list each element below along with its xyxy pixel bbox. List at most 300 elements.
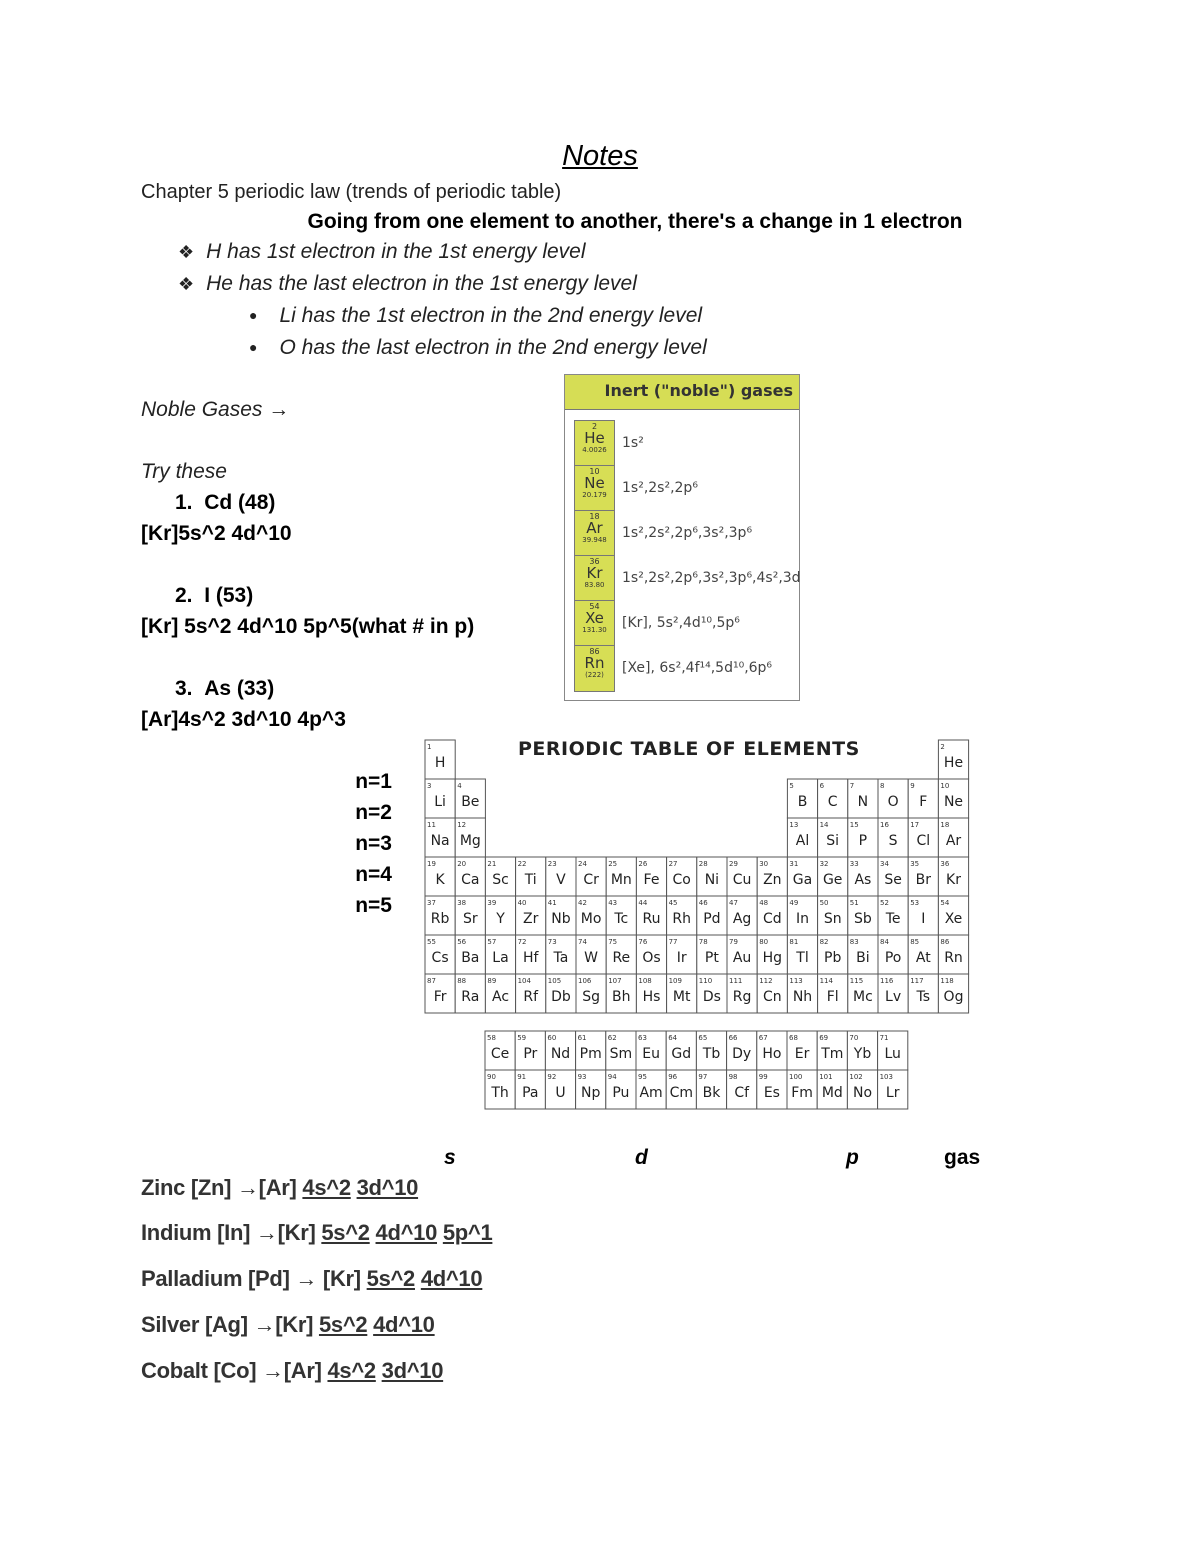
element-number: 1 <box>427 743 432 751</box>
element-cell <box>425 779 455 818</box>
element-symbol: Sc <box>492 872 509 888</box>
element-number: 88 <box>457 977 467 985</box>
periodic-table-image <box>398 704 998 1128</box>
element-number: 2 <box>591 422 598 431</box>
element-cell <box>878 857 908 896</box>
element-number: 62 <box>607 1034 617 1042</box>
element-number: 28 <box>698 860 708 868</box>
energy-level: n=3 <box>355 832 392 855</box>
element-symbol: Cf <box>734 1085 750 1101</box>
config-prefix: Zinc [Zn] →[Ar] <box>141 1175 303 1200</box>
element-symbol: Cd <box>762 911 782 927</box>
element-symbol: Cr <box>583 872 599 888</box>
element-number: 16 <box>880 821 889 829</box>
element-symbol: U <box>555 1085 566 1101</box>
element-symbol: Og <box>943 989 964 1005</box>
element-symbol: Tb <box>702 1046 721 1062</box>
element-cell <box>545 1031 575 1070</box>
element-symbol: Fm <box>791 1085 813 1101</box>
element-symbol: Y <box>496 911 505 927</box>
element-symbol: Kr <box>946 872 961 888</box>
element-cell <box>606 896 636 935</box>
element-cell <box>546 857 576 896</box>
element-cell <box>817 1031 847 1070</box>
block-label-d: d <box>635 1146 648 1169</box>
element-symbol: Na <box>430 833 450 849</box>
element-symbol: Bi <box>856 950 870 966</box>
config-prefix: Cobalt [Co] →[Ar] <box>141 1358 328 1383</box>
element-number: 78 <box>698 938 708 946</box>
element-number: 36 <box>589 557 600 566</box>
try-these-label: Try these <box>141 460 227 483</box>
block-label-gas: gas <box>944 1146 981 1169</box>
element-number: 36 <box>940 860 950 868</box>
element-cell <box>878 1070 908 1109</box>
element-cell <box>666 1070 696 1109</box>
element-cell <box>908 818 938 857</box>
noble-config: [Kr], 5s²,4d¹⁰,5p⁶ <box>622 615 740 631</box>
element-number: 100 <box>789 1073 803 1081</box>
element-symbol: Pd <box>703 911 721 927</box>
element-number: 58 <box>487 1034 496 1042</box>
element-number: 97 <box>698 1073 708 1081</box>
element-cell <box>636 1031 666 1070</box>
element-symbol: Lu <box>884 1046 901 1062</box>
element-number: 2 <box>940 743 945 751</box>
element-number: 86 <box>589 647 600 656</box>
element-cell <box>727 1070 757 1109</box>
element-cell <box>787 1031 817 1070</box>
element-symbol: Cl <box>916 833 931 849</box>
noble-element-cell <box>575 511 614 556</box>
element-number: 6 <box>819 782 825 790</box>
element-number: 114 <box>819 977 833 985</box>
element-number: 23 <box>547 860 557 868</box>
element-cell <box>727 1031 757 1070</box>
element-symbol: Eu <box>642 1046 660 1062</box>
config-part: 4s^2 <box>327 1358 376 1383</box>
element-number: 54 <box>589 602 600 611</box>
problem-question: 1. Cd (48) <box>175 491 276 514</box>
element-cell <box>516 857 546 896</box>
element-number: 105 <box>547 977 562 985</box>
element-symbol: Rf <box>523 989 539 1005</box>
element-symbol: Xe <box>585 609 604 627</box>
config-line <box>141 1312 435 1338</box>
energy-level: n=4 <box>355 863 392 886</box>
energy-level: n=2 <box>355 801 392 824</box>
element-number: 43 <box>608 899 618 907</box>
element-symbol: Gd <box>671 1046 692 1062</box>
element-number: 111 <box>729 977 743 985</box>
element-symbol: Bh <box>612 989 631 1005</box>
element-number: 14 <box>819 821 829 829</box>
element-number: 19 <box>427 860 436 868</box>
element-symbol: Ts <box>916 989 931 1005</box>
block-label-s: s <box>444 1146 456 1169</box>
config-prefix: Indium [In] →[Kr] <box>141 1220 322 1245</box>
element-number: 117 <box>910 977 924 985</box>
problem-question: 2. I (53) <box>175 584 254 607</box>
element-cell <box>667 935 697 974</box>
element-cell <box>848 857 878 896</box>
element-number: 83 <box>849 938 859 946</box>
element-cell <box>908 974 938 1013</box>
element-cell <box>878 935 908 974</box>
element-number: 84 <box>880 938 889 946</box>
config-part: 4s^2 <box>302 1175 351 1200</box>
element-symbol: Sn <box>823 911 842 927</box>
element-number: 113 <box>789 977 803 985</box>
element-number: 77 <box>668 938 678 946</box>
element-cell <box>878 779 908 818</box>
element-symbol: At <box>915 950 931 966</box>
element-symbol: Ar <box>945 833 962 849</box>
element-cell <box>606 974 636 1013</box>
element-symbol: Cm <box>669 1085 694 1101</box>
element-number: 45 <box>668 899 678 907</box>
diamond-bullet-icon: ❖ <box>178 242 195 262</box>
element-cell <box>848 896 878 935</box>
element-number: 96 <box>668 1073 678 1081</box>
element-cell <box>817 1070 847 1109</box>
element-cell <box>818 935 848 974</box>
element-cell <box>667 896 697 935</box>
element-number: 75 <box>608 938 618 946</box>
element-number: 74 <box>578 938 587 946</box>
element-cell <box>908 896 938 935</box>
element-symbol: S <box>888 833 898 849</box>
element-cell <box>485 1070 515 1109</box>
element-number: 44 <box>638 899 648 907</box>
element-cell <box>787 818 817 857</box>
element-cell <box>908 857 938 896</box>
element-number: 10 <box>940 782 950 790</box>
element-number: 17 <box>910 821 920 829</box>
element-symbol: Ne <box>943 794 964 810</box>
element-symbol: F <box>919 794 928 810</box>
element-symbol: Md <box>821 1085 843 1101</box>
element-symbol: Se <box>884 872 902 888</box>
element-symbol: In <box>795 911 810 927</box>
element-number: 54 <box>940 899 950 907</box>
element-number: 48 <box>759 899 769 907</box>
element-cell <box>606 935 636 974</box>
element-number: 52 <box>880 899 889 907</box>
noble-config: [Xe], 6s²,4f¹⁴,5d¹⁰,6p⁶ <box>622 660 773 676</box>
element-number: 103 <box>879 1073 893 1081</box>
element-symbol: Sr <box>462 911 478 927</box>
element-mass: 83.80 <box>584 581 605 589</box>
element-number: 99 <box>758 1073 768 1081</box>
element-symbol: Cn <box>762 989 782 1005</box>
element-cell <box>455 974 485 1013</box>
element-symbol: Xe <box>944 911 963 927</box>
element-cell <box>938 896 968 935</box>
element-cell <box>757 1070 787 1109</box>
element-number: 95 <box>638 1073 647 1081</box>
element-symbol: He <box>943 755 964 771</box>
element-number: 49 <box>789 899 799 907</box>
page-title: Notes <box>562 140 638 172</box>
element-number: 73 <box>547 938 557 946</box>
element-cell <box>818 896 848 935</box>
element-symbol: Zn <box>763 872 782 888</box>
element-cell <box>576 935 606 974</box>
element-symbol: Rn <box>944 950 963 966</box>
element-cell <box>667 857 697 896</box>
element-cell <box>697 857 727 896</box>
element-symbol: Pa <box>522 1085 539 1101</box>
config-part: 5p^1 <box>442 1220 493 1245</box>
element-symbol: As <box>854 872 872 888</box>
element-symbol: Sb <box>854 911 872 927</box>
element-mass: 4.0026 <box>582 446 607 454</box>
dot-bullet-icon: ● <box>249 307 258 323</box>
element-symbol: P <box>858 833 868 849</box>
element-number: 42 <box>578 899 587 907</box>
element-cell <box>848 935 878 974</box>
element-number: 38 <box>457 899 467 907</box>
element-number: 106 <box>578 977 592 985</box>
element-symbol: Tm <box>821 1046 844 1062</box>
element-cell <box>485 857 515 896</box>
element-symbol: Cs <box>431 950 449 966</box>
element-number: 115 <box>849 977 864 985</box>
element-cell <box>485 974 515 1013</box>
element-cell <box>455 857 485 896</box>
element-number: 39 <box>487 899 497 907</box>
element-symbol: Li <box>434 794 446 810</box>
element-symbol: Mg <box>459 833 481 849</box>
element-number: 90 <box>487 1073 496 1081</box>
element-cell <box>938 818 968 857</box>
element-cell <box>818 974 848 1013</box>
element-number: 31 <box>789 860 799 868</box>
config-part: 4d^10 <box>420 1266 483 1291</box>
element-number: 80 <box>759 938 769 946</box>
element-symbol: Be <box>461 794 480 810</box>
element-cell <box>757 896 787 935</box>
element-number: 18 <box>940 821 950 829</box>
element-symbol: Ho <box>762 1046 782 1062</box>
noble-config: 1s² <box>622 435 644 451</box>
element-number: 24 <box>578 860 587 868</box>
element-number: 63 <box>638 1034 647 1042</box>
noble-gases-column <box>574 420 615 692</box>
element-number: 30 <box>759 860 769 868</box>
element-cell <box>425 974 455 1013</box>
element-number: 67 <box>758 1034 768 1042</box>
config-part: 3d^10 <box>381 1358 444 1383</box>
element-mass: 131.30 <box>582 626 607 634</box>
element-number: 76 <box>638 938 648 946</box>
element-number: 5 <box>789 782 794 790</box>
element-number: 27 <box>668 860 678 868</box>
element-symbol: Bk <box>702 1085 721 1101</box>
element-number: 50 <box>819 899 829 907</box>
diamond-bullet: ❖ He has the last electron in the 1st energy level <box>178 272 637 295</box>
element-cell <box>878 974 908 1013</box>
element-cell <box>727 857 757 896</box>
element-number: 22 <box>517 860 527 868</box>
element-symbol: Ar <box>586 519 603 537</box>
element-symbol: Ce <box>490 1046 510 1062</box>
element-cell <box>576 857 606 896</box>
element-cell <box>606 857 636 896</box>
element-symbol: Ag <box>732 911 752 927</box>
element-cell <box>636 974 666 1013</box>
noble-config: 1s²,2s²,2p⁶,3s²,3p⁶,4s²,3d <box>622 570 801 586</box>
periodic-table-grid <box>398 704 998 1128</box>
energy-level: n=1 <box>355 770 392 793</box>
element-symbol: I <box>921 911 926 927</box>
element-number: 86 <box>940 938 950 946</box>
element-number: 92 <box>547 1073 557 1081</box>
element-symbol: Ni <box>704 872 720 888</box>
config-line <box>141 1175 418 1201</box>
element-symbol: Th <box>491 1085 509 1101</box>
element-number: 8 <box>880 782 885 790</box>
element-number: 57 <box>487 938 497 946</box>
element-symbol: No <box>852 1085 873 1101</box>
element-symbol: Si <box>826 833 840 849</box>
element-number: 66 <box>728 1034 738 1042</box>
element-cell <box>938 857 968 896</box>
element-mass: 20.179 <box>582 491 607 499</box>
element-symbol: Nh <box>792 989 813 1005</box>
element-symbol: Ra <box>461 989 480 1005</box>
element-number: 46 <box>698 899 708 907</box>
element-cell <box>847 1070 877 1109</box>
element-symbol: Mo <box>580 911 602 927</box>
element-cell <box>516 896 546 935</box>
element-cell <box>636 1070 666 1109</box>
config-prefix: Palladium [Pd] → [Kr] <box>141 1266 367 1291</box>
element-symbol: Ds <box>702 989 721 1005</box>
element-symbol: B <box>797 794 808 810</box>
config-part: 5s^2 <box>318 1312 368 1337</box>
element-number: 71 <box>879 1034 889 1042</box>
element-number: 25 <box>608 860 618 868</box>
element-cell <box>727 935 757 974</box>
element-symbol: Pm <box>579 1046 602 1062</box>
element-cell <box>455 935 485 974</box>
element-number: 29 <box>729 860 738 868</box>
element-cell <box>787 857 817 896</box>
element-cell <box>515 1031 545 1070</box>
element-cell <box>576 896 606 935</box>
element-number: 104 <box>517 977 531 985</box>
element-number: 10 <box>589 467 600 476</box>
element-number: 9 <box>910 782 915 790</box>
problem-answer: [Ar]4s^2 3d^10 4p^3 <box>141 708 346 731</box>
element-symbol: Ti <box>524 872 537 888</box>
element-symbol: Es <box>763 1085 780 1101</box>
element-symbol: Pr <box>523 1046 538 1062</box>
element-number: 7 <box>849 782 855 790</box>
element-cell <box>697 935 727 974</box>
element-cell <box>545 1070 575 1109</box>
element-number: 12 <box>457 821 467 829</box>
element-cell <box>576 974 606 1013</box>
element-symbol: Yb <box>853 1046 872 1062</box>
element-symbol: Dy <box>732 1046 752 1062</box>
element-cell <box>757 974 787 1013</box>
element-symbol: Ne <box>584 474 605 492</box>
element-cell <box>757 857 787 896</box>
dot-bullet: ● Li has the 1st electron in the 2nd energy level <box>249 304 703 327</box>
element-number: 81 <box>789 938 799 946</box>
element-number: 109 <box>668 977 682 985</box>
element-cell <box>697 974 727 1013</box>
element-symbol: Po <box>884 950 902 966</box>
element-cell <box>697 896 727 935</box>
element-cell <box>485 935 515 974</box>
element-mass: (222) <box>585 671 604 679</box>
element-cell <box>878 896 908 935</box>
element-cell <box>787 1070 817 1109</box>
noble-config: 1s²,2s²,2p⁶,3s²,3p⁶ <box>622 525 753 541</box>
element-cell <box>878 818 908 857</box>
element-cell <box>546 974 576 1013</box>
element-number: 101 <box>819 1073 833 1081</box>
element-cell <box>908 779 938 818</box>
element-cell <box>757 1031 787 1070</box>
element-number: 61 <box>577 1034 587 1042</box>
element-cell <box>848 974 878 1013</box>
element-number: 21 <box>487 860 497 868</box>
element-cell <box>546 935 576 974</box>
element-number: 65 <box>698 1034 708 1042</box>
element-number: 98 <box>728 1073 738 1081</box>
element-cell <box>636 896 666 935</box>
element-symbol: K <box>435 872 445 888</box>
element-cell <box>787 935 817 974</box>
element-symbol: H <box>434 755 446 771</box>
element-cell <box>818 818 848 857</box>
element-number: 68 <box>789 1034 798 1042</box>
element-symbol: Nd <box>550 1046 571 1062</box>
element-symbol: Cu <box>732 872 752 888</box>
element-symbol: N <box>857 794 869 810</box>
element-symbol: Lv <box>885 989 902 1005</box>
dot-bullet-icon: ● <box>249 339 258 355</box>
energy-level: n=5 <box>355 894 392 917</box>
noble-element-cell <box>575 556 614 601</box>
problem-answer: [Kr] 5s^2 4d^10 5p^5(what # in p) <box>141 615 475 638</box>
element-cell <box>696 1070 726 1109</box>
element-number: 87 <box>427 977 436 985</box>
element-symbol: Pt <box>704 950 719 966</box>
element-symbol: Am <box>639 1085 663 1101</box>
element-number: 15 <box>849 821 859 829</box>
element-number: 47 <box>729 899 738 907</box>
element-cell <box>485 896 515 935</box>
element-symbol: C <box>827 794 838 810</box>
element-cell <box>787 779 817 818</box>
element-cell <box>696 1031 726 1070</box>
block-label-p: p <box>846 1146 859 1169</box>
element-cell <box>848 818 878 857</box>
element-symbol: Nb <box>551 911 571 927</box>
noble-gases-header: Inert ("noble") gases <box>565 375 799 410</box>
element-number: 37 <box>427 899 436 907</box>
element-symbol: Fe <box>643 872 660 888</box>
element-number: 34 <box>880 860 889 868</box>
element-symbol: Pb <box>824 950 842 966</box>
element-symbol: La <box>492 950 509 966</box>
